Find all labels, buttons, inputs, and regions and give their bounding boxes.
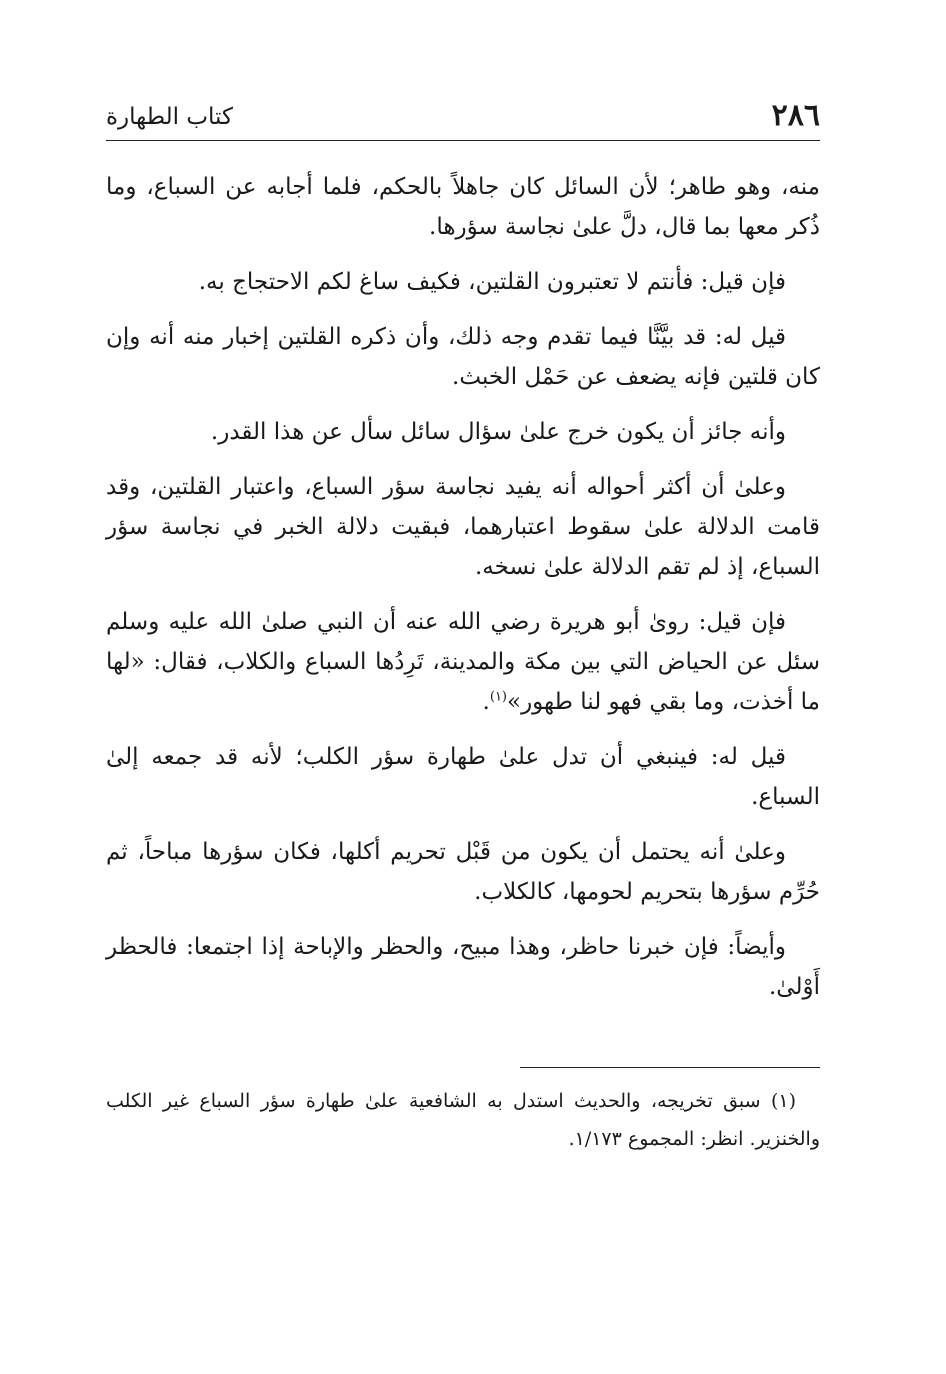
paragraph: فإن قيل: فأنتم لا تعتبرون القلتين، فكيف ساغ لكم الاحتجاج به. xyxy=(198,269,786,295)
paragraph: وأنه جائز أن يكون خرج علىٰ سؤال سائل سأل عن هذا القدر. xyxy=(210,419,786,445)
paragraph-tail: . xyxy=(482,689,490,715)
paragraph: وعلىٰ أن أكثر أحواله أنه يفيد نجاسة سؤر السباع، واعتبار القلتين، وقد قامت الدلالة علىٰ سقوط اعتبارهما، فبقيت دلالة الخبر في نجاسة سؤر السباع، إذ لم تقم الدلالة علىٰ نسخه. xyxy=(106,474,820,580)
footnote: (١) سبق تخريجه، والحديث استدل به الشافعية علىٰ طهارة سؤر السباع غير الكلب والخنزير. انظر: المجموع ١/١٧٣. xyxy=(106,1090,820,1150)
page-number: ٢٨٦ xyxy=(771,98,820,133)
running-title: كتاب الطهارة xyxy=(106,104,233,130)
body-text xyxy=(106,167,820,1007)
paragraph-with-footnote xyxy=(106,602,820,722)
paragraph: وعلىٰ أنه يحتمل أن يكون من قَبْل تحريم أكلها، فكان سؤرها مباحاً، ثم حُرِّم سؤرها بتحريم لحومها، كالكلاب. xyxy=(106,839,820,905)
paragraph: قيل له: قد بيَّنَّا فيما تقدم وجه ذلك، وأن ذكره القلتين إخبار منه أنه وإن كان قلتين فإنه يضعف عن حَمْل الخبث. xyxy=(106,324,820,390)
footnote-reference[interactable]: (١) xyxy=(489,689,507,705)
book-page xyxy=(106,96,820,1158)
page-header xyxy=(106,96,820,141)
paragraph-text: فإن قيل: روىٰ أبو هريرة رضي الله عنه أن النبي صلىٰ الله عليه وسلم سئل عن الحياض التي بين مكة والمدينة، تَرِدُها السباع والكلاب، فقال: «لها ما أخذت، وما بقي فهو لنا طهور» xyxy=(106,609,820,715)
paragraph: منه، وهو طاهر؛ لأن السائل كان جاهلاً بالحكم، فلما أجابه عن السباع، وما ذُكر معها بما قال، دلَّ علىٰ نجاسة سؤرها. xyxy=(106,174,820,240)
footnote-divider xyxy=(520,1067,820,1068)
paragraph: قيل له: فينبغي أن تدل علىٰ طهارة سؤر الكلب؛ لأنه قد جمعه إلىٰ السباع. xyxy=(106,744,820,810)
paragraph: وأيضاً: فإن خبرنا حاظر، وهذا مبيح، والحظر والإباحة إذا اجتمعا: فالحظر أَوْلىٰ. xyxy=(106,934,820,1000)
